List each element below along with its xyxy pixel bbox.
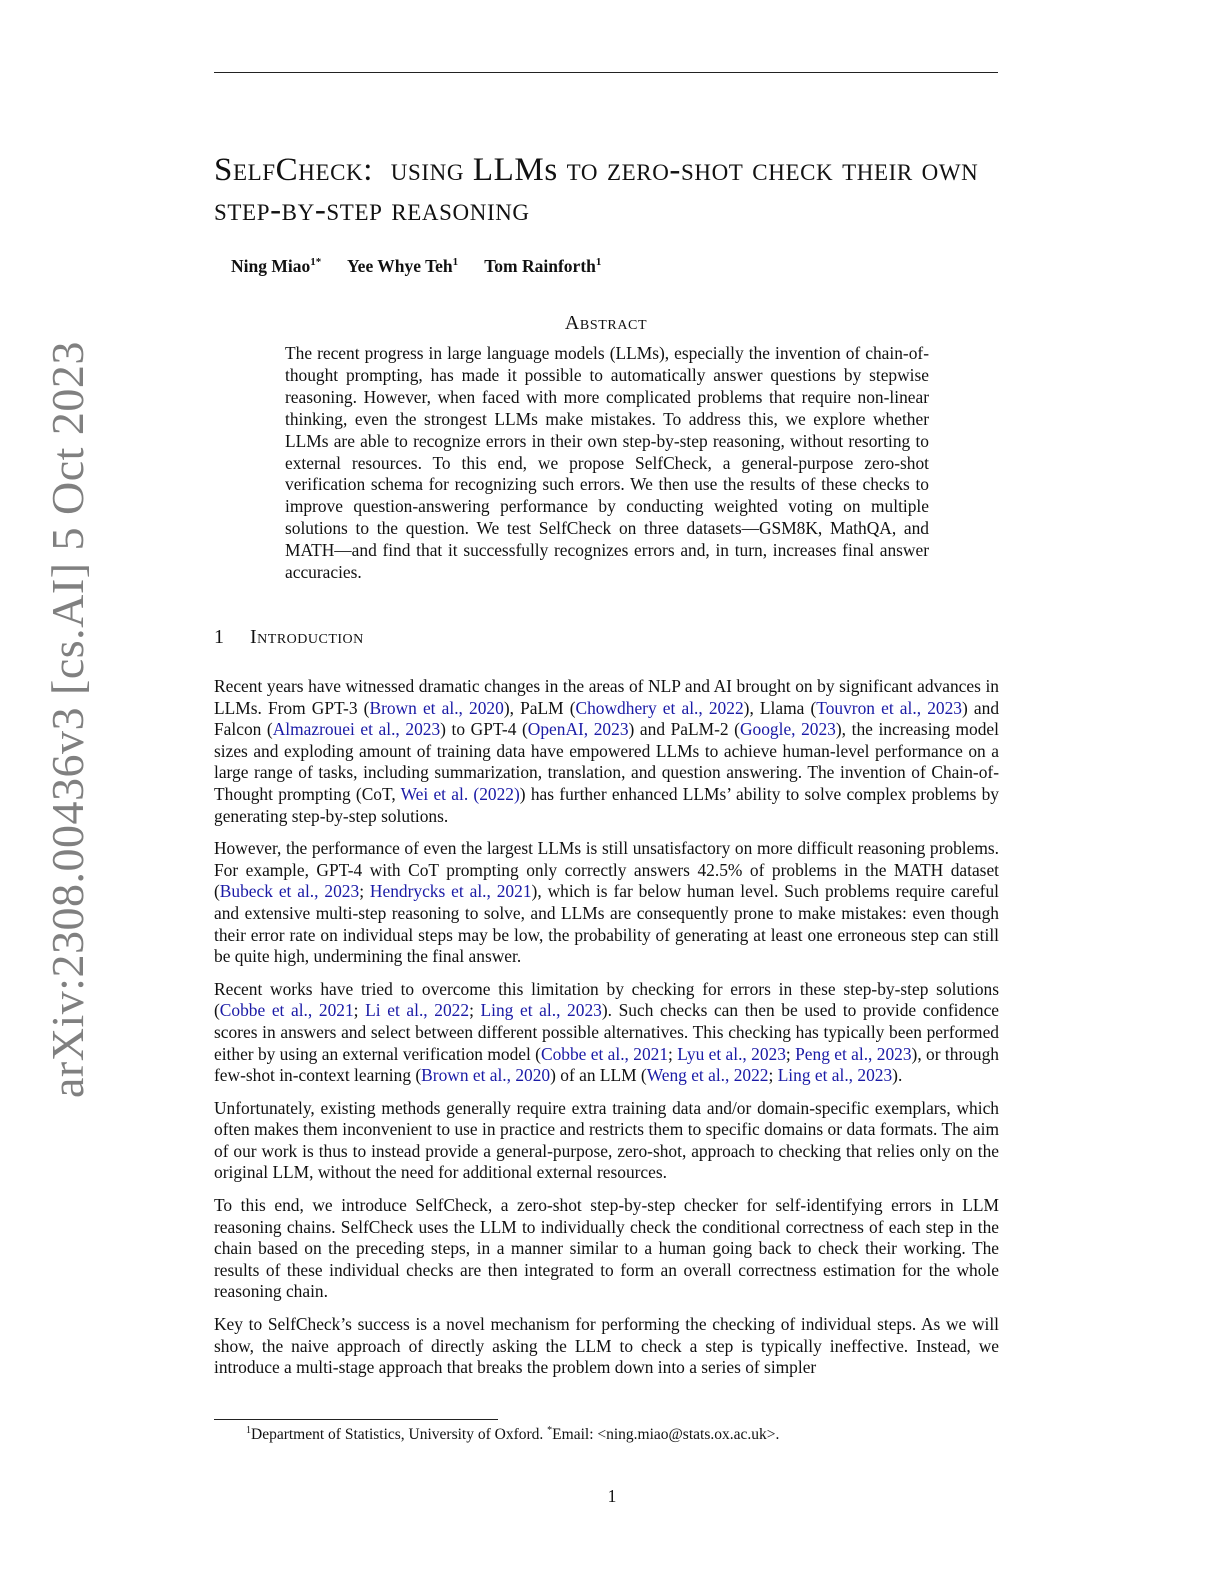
text-run: ; bbox=[668, 1043, 678, 1064]
abstract-text: The recent progress in large language models (LLMs), especially the invention of chain-of-thought prompting, has made it possible to automatically answer questions by stepwise reasoning. However, when faced with more complicated problems that require non-linear thinking, even the strongest LLMs make mistakes. To address this, we explore whether LLMs are able to recognize errors in their own step-by-step reasoning, without resorting to external resources. To this end, we propose SelfCheck, a general-purpose zero-shot verification schema for recognizing such errors. We then use the results of these checks to improve question-answering performance by conducting weighted voting on multiple solutions to the question. We test SelfCheck on three datasets—GSM8K, MathQA, and MATH—and find that it successfully recognizes errors and, in turn, increases final answer accuracies. bbox=[285, 343, 929, 583]
text-run: ) to GPT-4 ( bbox=[440, 719, 528, 740]
section-title: Introduction bbox=[250, 626, 364, 648]
header-rule bbox=[214, 72, 998, 73]
paper-title bbox=[214, 150, 1004, 230]
author bbox=[484, 256, 601, 276]
paragraph: To this end, we introduce SelfCheck, a zero-shot step-by-step checker for self-identifying errors in LLM reasoning chains. SelfCheck uses the LLM to individually check the conditional correctness of each step in the chain based on the preceding steps, in a manner similar to a human going back to check their working. The results of these individual checks are then integrated to form an overall correctness estimation for the whole reasoning chain. bbox=[214, 1195, 999, 1302]
footnote-marker: * bbox=[547, 1425, 553, 1436]
citation-link[interactable]: OpenAI, 2023 bbox=[527, 719, 629, 740]
text-run: ), PaLM ( bbox=[503, 697, 576, 718]
text-run: ). Such checks can then be used to provide confidence scores in answers and select between different possible alternatives. This checking has typically been performed either by using an external verification model ( bbox=[214, 1000, 1000, 1064]
citation-link[interactable]: Google, 2023 bbox=[739, 719, 836, 740]
author bbox=[231, 256, 321, 276]
section-number: 1 bbox=[214, 626, 225, 648]
citation-link[interactable]: Peng et al., 2023 bbox=[795, 1043, 912, 1064]
author-name: Tom Rainforth bbox=[484, 256, 596, 276]
citation-link[interactable]: Bubeck et al., 2023 bbox=[219, 881, 360, 902]
citation-link[interactable]: Ling et al., 2023 bbox=[777, 1065, 893, 1086]
text-run: ) of an LLM ( bbox=[550, 1065, 647, 1086]
title-part-1: SelfCheck: bbox=[214, 152, 374, 188]
title-part-3: LLMs bbox=[472, 152, 558, 188]
author-list bbox=[231, 256, 623, 277]
section-heading bbox=[214, 626, 364, 649]
page-number: 1 bbox=[607, 1486, 617, 1506]
citation-link[interactable]: Brown et al., 2020 bbox=[369, 697, 504, 718]
text-run: ; bbox=[768, 1065, 778, 1086]
paragraph: Key to SelfCheck’s success is a novel mechanism for performing the checking of individual steps. As we will show, the naive approach of directly asking the LLM to check a step is typically ineffective. Instead, we introduce a multi-stage approach that breaks the problem down into a series of simpler bbox=[214, 1314, 999, 1378]
footnote-email: Email: <ning.miao@stats.ox.ac.uk>. bbox=[552, 1426, 780, 1444]
citation-link[interactable]: Cobbe et al., 2021 bbox=[219, 1000, 354, 1021]
title-part-4: to zero-shot check their own step-by-step reasoning bbox=[214, 152, 979, 228]
text-run: ; bbox=[785, 1043, 796, 1064]
author-affiliation: 1 bbox=[595, 256, 602, 269]
abstract-heading: Abstract bbox=[564, 312, 648, 334]
citation-link[interactable]: Brown et al., 2020 bbox=[421, 1065, 551, 1086]
citation-link[interactable]: Cobbe et al., 2021 bbox=[540, 1043, 669, 1064]
author-affiliation: 1* bbox=[310, 256, 322, 269]
text-run: ), which is far below human level. Such problems require careful and extensive multi-step reasoning to solve, and LLMs are consequently prone to make mistakes: even though their error rate on individual steps may be low, the probability of generating at least one erroneous step can still be quite high, undermining the final answer. bbox=[214, 881, 999, 967]
text-run: ) and Falcon ( bbox=[214, 697, 1000, 740]
section-body bbox=[214, 676, 999, 1390]
paragraph bbox=[214, 979, 999, 1087]
citation-link[interactable]: Chowdhery et al., 2022 bbox=[575, 697, 744, 718]
author-name: Ning Miao bbox=[231, 256, 311, 276]
citation-link[interactable]: Weng et al., 2022 bbox=[646, 1065, 769, 1086]
citation-link[interactable]: Ling et al., 2023 bbox=[480, 1000, 602, 1021]
author-affiliation: 1 bbox=[452, 256, 459, 269]
paragraph bbox=[214, 838, 999, 968]
author-name: Yee Whye Teh bbox=[346, 256, 453, 276]
footnote-affiliation: Department of Statistics, University of Oxford. bbox=[251, 1426, 548, 1444]
text-run: However, the performance of even the largest LLMs is still unsatisfactory on more difficult reasoning problems. For example, GPT-4 with CoT prompting only correctly answers 42.5% of problems in the MATH dataset ( bbox=[214, 838, 999, 902]
text-run: ) and PaLM-2 ( bbox=[628, 719, 740, 740]
text-run: ; bbox=[359, 881, 370, 902]
citation-link[interactable]: Li et al., 2022 bbox=[365, 1000, 470, 1021]
citation-link[interactable]: Lyu et al., 2023 bbox=[677, 1043, 786, 1064]
footnote-marker: 1 bbox=[246, 1425, 251, 1436]
title-part-2: using bbox=[390, 152, 465, 188]
text-run: ). bbox=[892, 1065, 903, 1086]
text-run: ), Llama ( bbox=[743, 697, 817, 718]
text-run: ), or through few-shot in-context learning ( bbox=[214, 1043, 999, 1086]
citation-link[interactable]: Almazrouei et al., 2023 bbox=[272, 719, 441, 740]
paragraph: Unfortunately, existing methods generally require extra training data and/or domain-specific exemplars, which often makes them inconvenient to use in practice and restricts them to specific domains or data formats. The aim of our work is thus to instead provide a general-purpose, zero-shot, approach to checking that relies only on the original LLM, without the need for additional external resources. bbox=[214, 1097, 999, 1183]
text-run: Recent works have tried to overcome this limitation by checking for errors in these step-by-step solutions ( bbox=[214, 978, 999, 1021]
text-run: ) has further enhanced LLMs’ ability to solve complex problems by generating step-by-step solutions. bbox=[214, 783, 999, 826]
paragraph bbox=[214, 676, 999, 827]
footnote bbox=[246, 1425, 779, 1444]
citation-link[interactable]: Hendrycks et al., 2021 bbox=[369, 881, 532, 902]
text-run: ; bbox=[353, 1000, 366, 1021]
author bbox=[347, 256, 458, 276]
text-run: Recent years have witnessed dramatic changes in the areas of NLP and AI brought on by significant advances in LLMs. From GPT-3 ( bbox=[214, 676, 999, 718]
text-run: ; bbox=[469, 1000, 481, 1021]
citation-link[interactable]: Wei et al. (2022) bbox=[400, 783, 520, 804]
text-run: ), the increasing model sizes and exploding amount of training data have empowered LLMs to achieve human-level performance on a large range of tasks, including summarization, translation, and question answering. The invention of Chain-of-Thought prompting (CoT, bbox=[214, 719, 999, 804]
citation-link[interactable]: Touvron et al., 2023 bbox=[816, 697, 962, 718]
arxiv-identifier: arXiv:2308.00436v3 [cs.AI] 5 Oct 2023 bbox=[42, 341, 93, 1098]
footnote-rule bbox=[214, 1419, 498, 1420]
